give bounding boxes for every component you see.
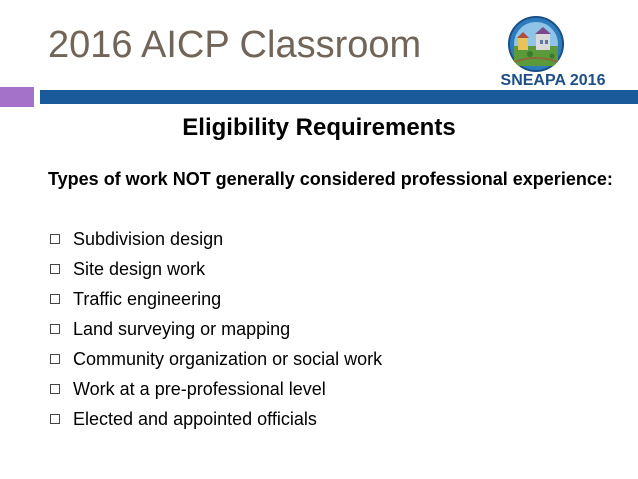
list-item-label: Community organization or social work xyxy=(73,348,383,369)
logo-wordmark: SNEAPA 2016 xyxy=(500,72,606,89)
square-bullet-icon xyxy=(50,324,60,334)
list-item xyxy=(48,314,382,344)
list-item-label: Work at a pre-professional level xyxy=(73,378,326,399)
square-bullet-icon xyxy=(50,264,60,274)
list-item-label: Subdivision design xyxy=(73,228,224,249)
square-bullet-icon xyxy=(50,234,60,244)
accent-bar xyxy=(0,87,638,107)
bullet-list xyxy=(48,224,382,434)
logo-emblem-icon xyxy=(508,16,564,72)
list-item xyxy=(48,284,382,314)
slide-title: 2016 AICP Classroom xyxy=(48,24,422,66)
square-bullet-icon xyxy=(50,354,60,364)
list-item xyxy=(48,404,382,434)
list-item-label: Site design work xyxy=(73,258,206,279)
accent-bar-purple xyxy=(0,87,34,107)
list-item-label: Traffic engineering xyxy=(73,288,222,309)
list-item-label: Elected and appointed officials xyxy=(73,408,317,429)
accent-bar-blue xyxy=(40,90,638,104)
square-bullet-icon xyxy=(50,384,60,394)
list-item xyxy=(48,224,382,254)
square-bullet-icon xyxy=(50,294,60,304)
list-item xyxy=(48,344,382,374)
list-item xyxy=(48,374,382,404)
square-bullet-icon xyxy=(50,414,60,424)
list-item-label: Land surveying or mapping xyxy=(73,318,291,339)
list-item xyxy=(48,254,382,284)
intro-text: Types of work NOT generally considered professional experience: xyxy=(48,169,613,189)
section-heading: Eligibility Requirements xyxy=(182,114,456,141)
